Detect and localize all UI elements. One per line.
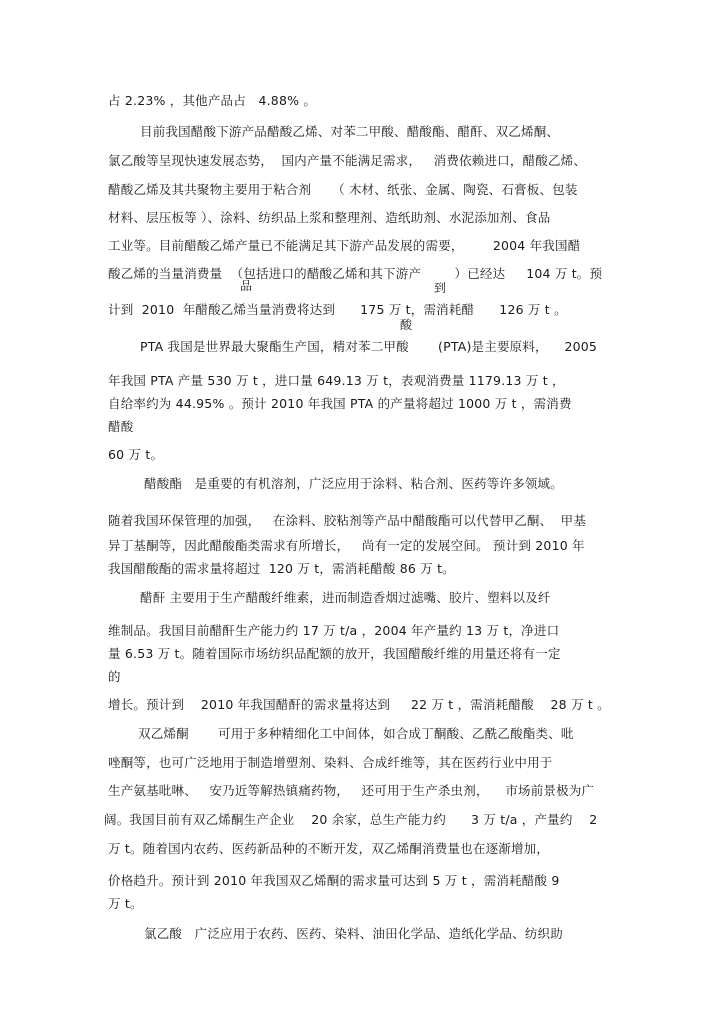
text-line: 我国醋酸酯的需求量将超过 120 万 t，需消耗醋酸 86 万 t。	[108, 561, 455, 576]
text-line: 氯乙酸等呈现快速发展态势， 国内产量不能满足需求， 消费依赖进口，醋酸乙烯、	[108, 153, 587, 168]
text-line: 万 t。随着国内农药、医药新品种的不断开发，双乙烯酮消费量也在逐渐增加，	[108, 841, 550, 856]
text-line: 异丁基酮等，因此醋酸酯类需求有所增长， 尚有一定的发展空间。 预计到 2010 年	[108, 538, 585, 553]
text-line: 阔。我国目前有双乙烯酮生产企业 20 余家，总生产能力约 3 万 t/a ，产量约 2	[104, 812, 598, 827]
text-line: 醋酸	[108, 419, 134, 434]
text-line: 酸乙烯的当量消费量 （包括进口的醋酸乙烯和其下游产 ）已经达 104 万 t。预	[108, 266, 603, 281]
text-line: 生产氨基吡啉、 安乃近等解热镇痛药物， 还可用于生产杀虫剂， 市场前景极为广	[108, 783, 595, 798]
text-line: 唑酮等，也可广泛地用于制造增塑剂、染料、合成纤维等，其在医药行业中用于	[108, 755, 553, 770]
text-line: 醋酐 主要用于生产醋酸纤维素，进而制造香烟过滤嘴、胶片、塑料以及纤	[140, 590, 551, 605]
text-line: PTA 我国是世界最大聚酯生产国，精对苯二甲酸 (PTA)是主要原料， 2005	[140, 339, 598, 354]
text-line: 占 2.23% ，其他产品占 4.88% 。	[108, 93, 317, 108]
text-line: 的	[108, 669, 121, 684]
text-line: 万 t。	[108, 896, 143, 911]
text-line: 醋酸乙烯及其共聚物主要用于粘合剂 （ 木材、纸张、金属、陶瓷、石膏板、包装	[108, 182, 578, 197]
text-line: 年我国 PTA 产量 530 万 t ，进口量 649.13 万 t，表观消费量 1179.13 万 t ，	[108, 373, 565, 388]
text-line: 自给率约为 44.95% 。预计 2010 年我国 PTA 的产量将超过 1000 万 t ，需消费	[108, 396, 572, 411]
text-line: 计到 2010 年醋酸乙烯当量消费将达到 175 万 t，需消耗醋 126 万 t 。	[108, 302, 567, 317]
text-fragment: 酸	[400, 318, 413, 332]
text-line: 维制品。我国目前醋酐生产能力约 17 万 t/a ，2004 年产量约 13 万 t，净进口	[108, 623, 560, 638]
text-line: 60 万 t。	[108, 447, 164, 462]
text-line: 醋酸酯 是重要的有机溶剂，广泛应用于涂料、粘合剂、医药等许多领域。	[144, 476, 563, 491]
text-line: 目前我国醋酸下游产品醋酸乙烯、对苯二甲酸、醋酸酯、醋酐、双乙烯酮、	[140, 124, 560, 139]
text-line: 工业等。目前醋酸乙烯产量已不能满足其下游产品发展的需要， 2004 年我国醋	[108, 238, 581, 253]
text-line: 材料、层压板等 ）、涂料、纺织品上浆和整理剂、造纸助剂、水泥添加剂、食品	[108, 210, 551, 225]
text-line: 双乙烯酮 可用于多种精细化工中间体，如合成丁酮酸、乙酰乙酸酯类、吡	[138, 726, 574, 741]
text-fragment: 到	[434, 281, 447, 295]
text-line: 氯乙酸 广泛应用于农药、医药、染料、油田化学品、造纸化学品、纺织助	[144, 926, 563, 941]
text-line: 随着我国环保管理的加强， 在涂料、胶粘剂等产品中醋酸酯可以代替甲乙酮、 甲基	[108, 513, 587, 528]
text-line: 增长。预计到 2010 年我国醋酐的需求量将达到 22 万 t ，需消耗醋酸 28 万 t 。	[108, 697, 610, 712]
text-line: 量 6.53 万 t。随着国际市场纺织品配额的放开，我国醋酸纤维的用量还将有一定	[108, 646, 561, 661]
text-line: 价格趋升。预计到 2010 年我国双乙烯酮的需求量可达到 5 万 t ，需消耗醋酸 9	[108, 873, 560, 888]
text-fragment: 品	[240, 279, 253, 293]
